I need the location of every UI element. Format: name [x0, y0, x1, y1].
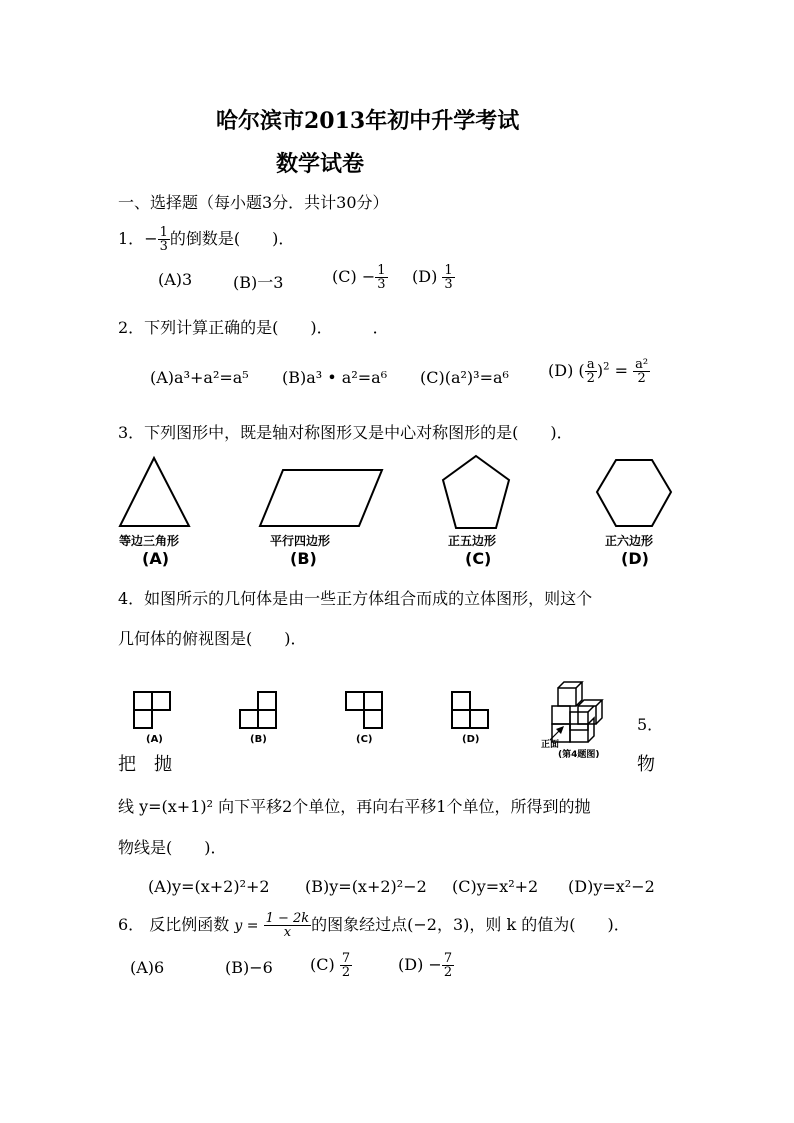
question-2: 2．下列计算正确的是( )． ． [118, 318, 389, 337]
q2-d-lhs-den: 2 [586, 371, 595, 386]
q1-fraction [158, 226, 170, 253]
page-title: 哈尔滨市2013年初中升学考试 [216, 108, 520, 134]
q4-label-c: (C) [356, 734, 373, 745]
q6-fraction [264, 912, 312, 939]
q6-option-d-den: 2 [443, 965, 453, 980]
q3-label-d-letter: (D) [621, 549, 649, 568]
q6-option-c-num: 7 [341, 951, 351, 966]
q1-option-c-den: 3 [377, 277, 386, 292]
q1-stem: 的倒数是( )． [169, 229, 295, 248]
q1-frac-num: 1 [159, 225, 168, 240]
q4-front-label: 正面 [541, 740, 560, 750]
q3-label-b-name: 平行四边形 [270, 534, 331, 548]
q1-option-a: (A)3 [158, 270, 193, 289]
q4-option-d-grid [452, 692, 488, 728]
q1-option-c-neg: − [361, 267, 376, 286]
q3-shapes [110, 452, 690, 537]
question-6 [118, 912, 630, 939]
pentagon-shape [443, 456, 509, 528]
q2-d-rhs-den: 2 [633, 371, 650, 385]
q1-option-d-frac [442, 264, 454, 291]
section-heading: 一、选择题（每小题3分．共计30分） [118, 193, 389, 212]
q2-d-exp: 2 [603, 361, 610, 373]
question-3: 3．下列图形中，既是轴对称图形又是中心对称图形的是( )． [118, 423, 573, 442]
q4-label-d: (D) [462, 734, 480, 745]
q6-option-d-num: 7 [443, 951, 453, 966]
q4-option-a-grid [134, 692, 170, 728]
q1-option-c-label: (C) [332, 267, 357, 286]
q1-option-b: (B)一3 [233, 273, 284, 292]
page-subtitle: 数学试卷 [276, 151, 365, 177]
q5-option-b: (B)y=(x+2)²−2 [305, 877, 427, 896]
q2-option-c: (C)(a²)³=a⁶ [420, 368, 509, 387]
question-1 [118, 226, 294, 253]
q1-option-c-frac [375, 264, 387, 291]
q2-option-d: (D) ( $\frac{a}{2}$ )$^2$ = $\frac{\text{a²}}{2}$ [548, 357, 649, 386]
q3-label-d-name: 正六边形 [605, 534, 654, 548]
q6-option-d [398, 952, 454, 979]
q3-label-c-name: 正五边形 [448, 534, 497, 548]
q2-option-d-rhs [633, 358, 650, 385]
q6-option-c [310, 952, 352, 979]
q5-line1-start: 把 抛 [118, 754, 172, 775]
q6-option-d-frac [442, 952, 454, 979]
q1-option-c [332, 264, 388, 291]
triangle-shape [120, 458, 189, 526]
q2-option-a: (A)a³+a²=a⁵ [150, 368, 249, 387]
q4-option-b-grid [240, 692, 276, 728]
q5-option-a: (A)y=(x+2)²+2 [148, 877, 270, 896]
q6-option-d-neg: − [428, 955, 442, 974]
q6-option-c-label: (C) [310, 955, 335, 974]
q3-label-b-letter: (B) [290, 549, 317, 568]
q4-label-b: (B) [250, 734, 267, 745]
q2-option-d-lhs [585, 358, 597, 385]
q2-option-b: (B)a³ • a²=a⁶ [282, 368, 388, 387]
q1-option-d [412, 264, 455, 291]
q1-neg: − [144, 229, 158, 248]
q5-line1-end: 物 [637, 754, 655, 775]
q2-option-d-label: (D) [548, 361, 574, 380]
q6-option-a: (A)6 [130, 958, 165, 977]
q5-line3: 物线是( )． [118, 838, 227, 857]
q1-number: 1． [118, 229, 145, 248]
q5-number: 5． [637, 715, 664, 734]
q2-d-eq: = [614, 361, 629, 380]
q4-label-a: (A) [146, 734, 163, 745]
q6-stem-b: 的图象经过点(−2，3)，则 k 的值为( )． [311, 915, 630, 934]
q4-figure-caption: (第4题图) [558, 750, 600, 760]
q2-d-rhs-num: a² [635, 357, 649, 372]
q1-option-d-num: 1 [444, 263, 453, 278]
q6-frac-num: 1 − 2k [265, 911, 310, 926]
q4-cube-figure [552, 682, 602, 742]
q6-option-b: (B)−6 [225, 958, 273, 977]
q6-frac-den: x [264, 925, 312, 939]
q1-option-d-label: (D) [412, 267, 438, 286]
q6-option-d-label: (D) [398, 955, 424, 974]
question-4-line1: 4．如图所示的几何体是由一些正方体组合而成的立体图形，则这个 [118, 589, 593, 608]
q3-label-a-name: 等边三角形 [119, 534, 180, 548]
q6-number: 6． [118, 915, 145, 934]
q5-line2: 线 y=(x+1)² 向下平移2个单位，再向右平移1个单位，所得到的抛 [118, 797, 591, 816]
q6-option-c-den: 2 [341, 965, 351, 980]
q3-label-c-letter: (C) [465, 549, 492, 568]
q4-option-c-grid [346, 692, 382, 728]
q1-frac-den: 3 [159, 239, 168, 254]
hexagon-shape [597, 460, 671, 526]
parallelogram-shape [260, 470, 382, 526]
q4-figures [120, 676, 620, 766]
q1-option-d-den: 3 [444, 277, 453, 292]
q5-option-c: (C)y=x²+2 [452, 877, 539, 896]
q6-stem-a: 反比例函数 [149, 915, 230, 934]
q1-option-c-num: 1 [377, 263, 386, 278]
question-4-line2: 几何体的俯视图是( )． [118, 629, 307, 648]
q5-option-d: (D)y=x²−2 [568, 877, 655, 896]
q6-option-c-frac [340, 952, 352, 979]
q2-d-lhs-num: a [586, 357, 595, 372]
q6-y-eq: y = [234, 918, 259, 934]
q3-label-a-letter: (A) [142, 549, 170, 568]
